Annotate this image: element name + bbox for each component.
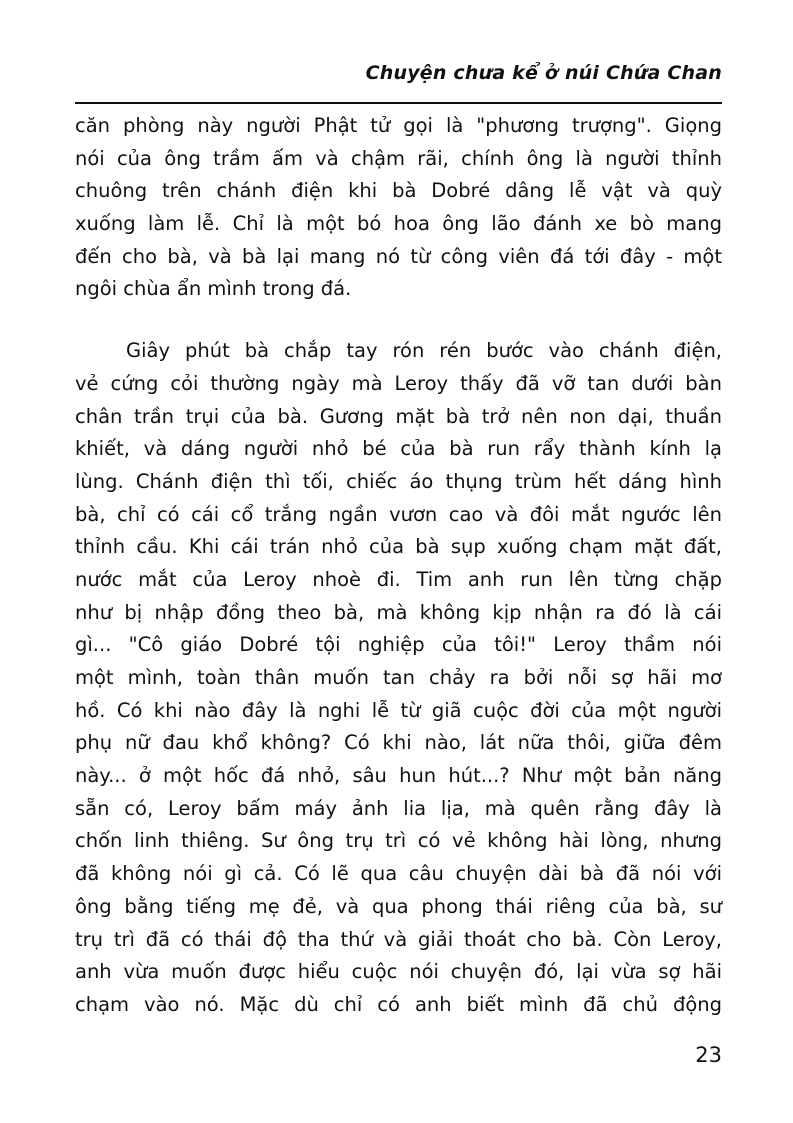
text-line: lùng. Chánh điện thì tối, chiếc áo thụng trùm hết dáng hình: [75, 469, 722, 493]
running-header: Chuyện chưa kể ở núi Chứa Chan: [365, 62, 722, 84]
text-line: ông bằng tiếng mẹ đẻ, và qua phong thái riêng của bà, sư: [75, 894, 722, 918]
text-line: gì... "Cô giáo Dobré tội nghiệp của tôi!" Leroy thầm nói: [75, 633, 722, 657]
text-line: thỉnh cầu. Khi cái trán nhỏ của bà sụp xuống chạm mặt đất,: [75, 535, 722, 559]
text-line: nói của ông trầm ấm và chậm rãi, chính ông là người thỉnh: [75, 146, 722, 170]
page-number: 23: [695, 1043, 722, 1067]
text-line: này... ở một hốc đá nhỏ, sâu hun hút...? Như một bản năng: [75, 764, 722, 788]
paragraph-1: [75, 110, 722, 306]
body-text: [75, 110, 722, 1022]
text-line: sẵn có, Leroy bấm máy ảnh lia lịa, mà quên rằng đây là: [75, 796, 722, 820]
text-line: anh vừa muốn được hiểu cuộc nói chuyện đó, lại vừa sợ hãi: [75, 960, 722, 984]
text-line: chạm vào nó. Mặc dù chỉ có anh biết mình đã chủ động: [75, 992, 722, 1016]
paragraph-2: [75, 335, 722, 1021]
text-line: chuông trên chánh điện khi bà Dobré dâng lễ vật và quỳ: [75, 179, 722, 203]
text-line: bà, chỉ có cái cổ trắng ngần vươn cao và đôi mắt ngước lên: [75, 502, 722, 526]
text-line: đến cho bà, và bà lại mang nó từ công viên đá tới đây - một: [75, 244, 722, 268]
text-line: đã không nói gì cả. Có lẽ qua câu chuyện dài bà đã nói với: [75, 862, 722, 886]
text-line: xuống làm lễ. Chỉ là một bó hoa ông lão đánh xe bò mang: [75, 212, 722, 236]
text-line: khiết, và dáng người nhỏ bé của bà run rẩy thành kính lạ: [75, 437, 722, 461]
text-line: như bị nhập đồng theo bà, mà không kịp nhận ra đó là cái: [75, 600, 722, 624]
text-line: nước mắt của Leroy nhoè đi. Tim anh run lên từng chặp: [75, 567, 722, 591]
text-line: chốn linh thiêng. Sư ông trụ trì có vẻ không hài lòng, nhưng: [75, 829, 722, 853]
text-line: vẻ cứng cỏi thường ngày mà Leroy thấy đã vỡ tan dưới bàn: [75, 371, 722, 395]
text-line: phụ nữ đau khổ không? Có khi nào, lát nữa thôi, giữa đêm: [75, 731, 722, 755]
text-line: căn phòng này người Phật tử gọi là "phương trượng". Giọng: [75, 114, 722, 137]
header-rule: [75, 102, 722, 104]
text-line: hồ. Có khi nào đây là nghi lễ từ giã cuộc đời của một người: [75, 698, 722, 722]
text-line: ngôi chùa ẩn mình trong đá.: [75, 277, 352, 301]
text-line: Giây phút bà chắp tay rón rén bước vào chánh điện,: [126, 339, 722, 363]
text-line: một mình, toàn thân muốn tan chảy ra bởi nỗi sợ hãi mơ: [75, 666, 722, 689]
text-line: trụ trì đã có thái độ tha thứ và giải thoát cho bà. Còn Leroy,: [75, 927, 722, 951]
text-line: chân trần trụi của bà. Gương mặt bà trở nên non dại, thuần: [75, 404, 722, 428]
